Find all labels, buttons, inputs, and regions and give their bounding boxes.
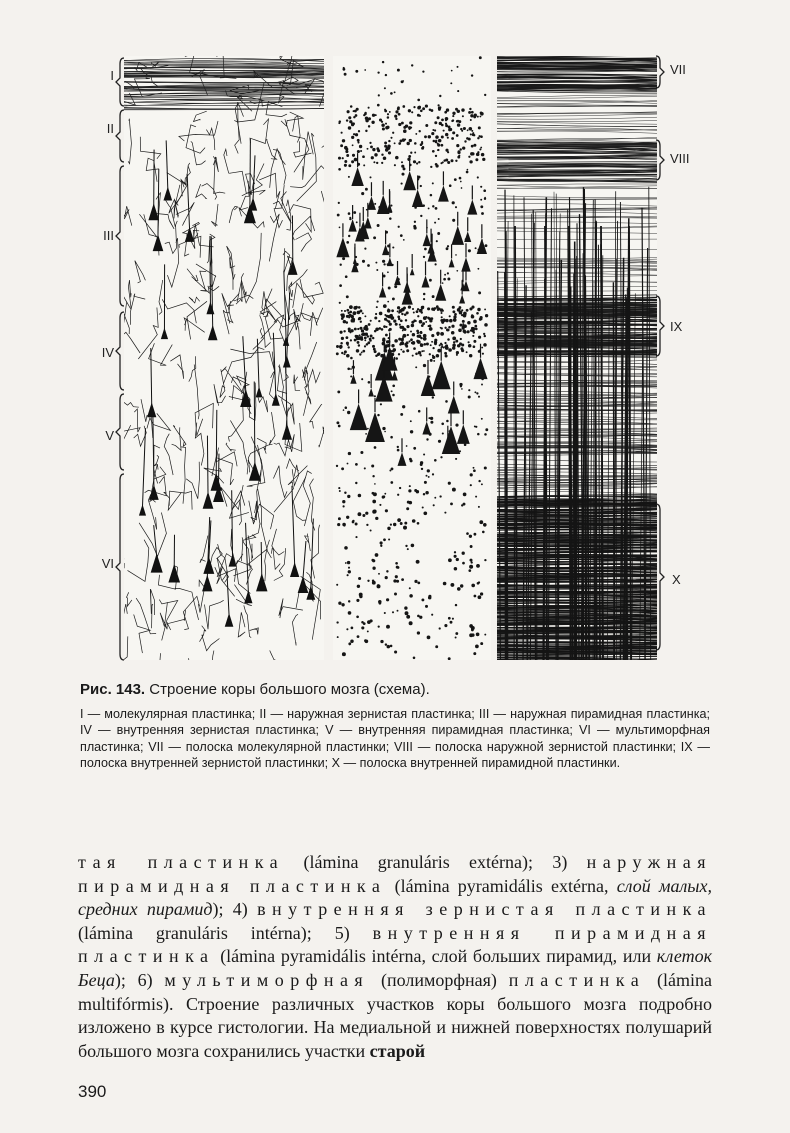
term-spaced: наружная пирамидная пластинка xyxy=(78,852,712,896)
text-run: (lámina granuláris intérna); 5) xyxy=(78,922,373,943)
term-bold: старой xyxy=(369,1040,426,1061)
layer-label-vii: VII xyxy=(670,62,686,77)
term-spaced: тая пластинка xyxy=(78,852,285,872)
term-spaced: мультиморфная xyxy=(164,969,370,990)
figure-caption-title xyxy=(80,681,720,698)
text-run: (lámina pyramidális extérna, xyxy=(386,875,617,896)
layer-label-iii: III xyxy=(103,228,114,243)
text-run: (lámina pyramidális intérna, слой больших пирамид, или xyxy=(214,946,657,967)
page-number: 390 xyxy=(78,1082,107,1101)
term-italic: клеток Беца xyxy=(78,946,712,990)
layer-label-v: V xyxy=(105,428,114,443)
figure-number: Рис. 143. xyxy=(80,681,146,698)
text-run: ); 6) xyxy=(114,969,165,990)
layer-label-ix: IX xyxy=(670,319,683,334)
figure-legend: I — молекулярная пластинка; II — наружная зернистая пластинка; III — наружная пирамидная пластинка; IV — внутренняя зернистая пластинка; V — внутренняя пирамидная пластинка; VI — мультиморфная пластинка; VII — полоска молекулярной пластинки; VIII — полоска наружной зернистой пластинки; IX — полоска внутренней зернистой пластинки; X — полоска внутренней пирамидной пластинки. xyxy=(80,707,710,771)
text-run: ); 4) xyxy=(212,899,258,920)
term-spaced: внутренняя пирамидная пластинка xyxy=(78,922,712,967)
layer-label-iv: IV xyxy=(101,345,114,360)
term-spaced: внутренняя зернистая пластинка xyxy=(257,899,712,920)
term-spaced: пластинка xyxy=(508,969,646,990)
text-run: (lámina multifórmis). Строение различных участков коры большого мозга подробно изложено в курсе гистологии. На медиальной и нижней поверхностях полушарий большого мозга сохранились участки xyxy=(78,969,712,1061)
text-run: (lámina granuláris extérna); 3) xyxy=(284,852,587,872)
layer-label-i: I xyxy=(110,68,114,83)
figure-title: Строение коры большого мозга (схема). xyxy=(149,681,430,698)
layer-label-vi: VI xyxy=(101,556,114,571)
layer-label-ii: II xyxy=(106,121,114,136)
text-run: (полиморфная) xyxy=(369,969,509,990)
layer-label-x: X xyxy=(672,572,681,587)
term-italic: слой малых, средних пирамид xyxy=(78,875,712,920)
layer-label-viii: VIII xyxy=(670,151,690,166)
body-paragraph xyxy=(78,851,712,1063)
